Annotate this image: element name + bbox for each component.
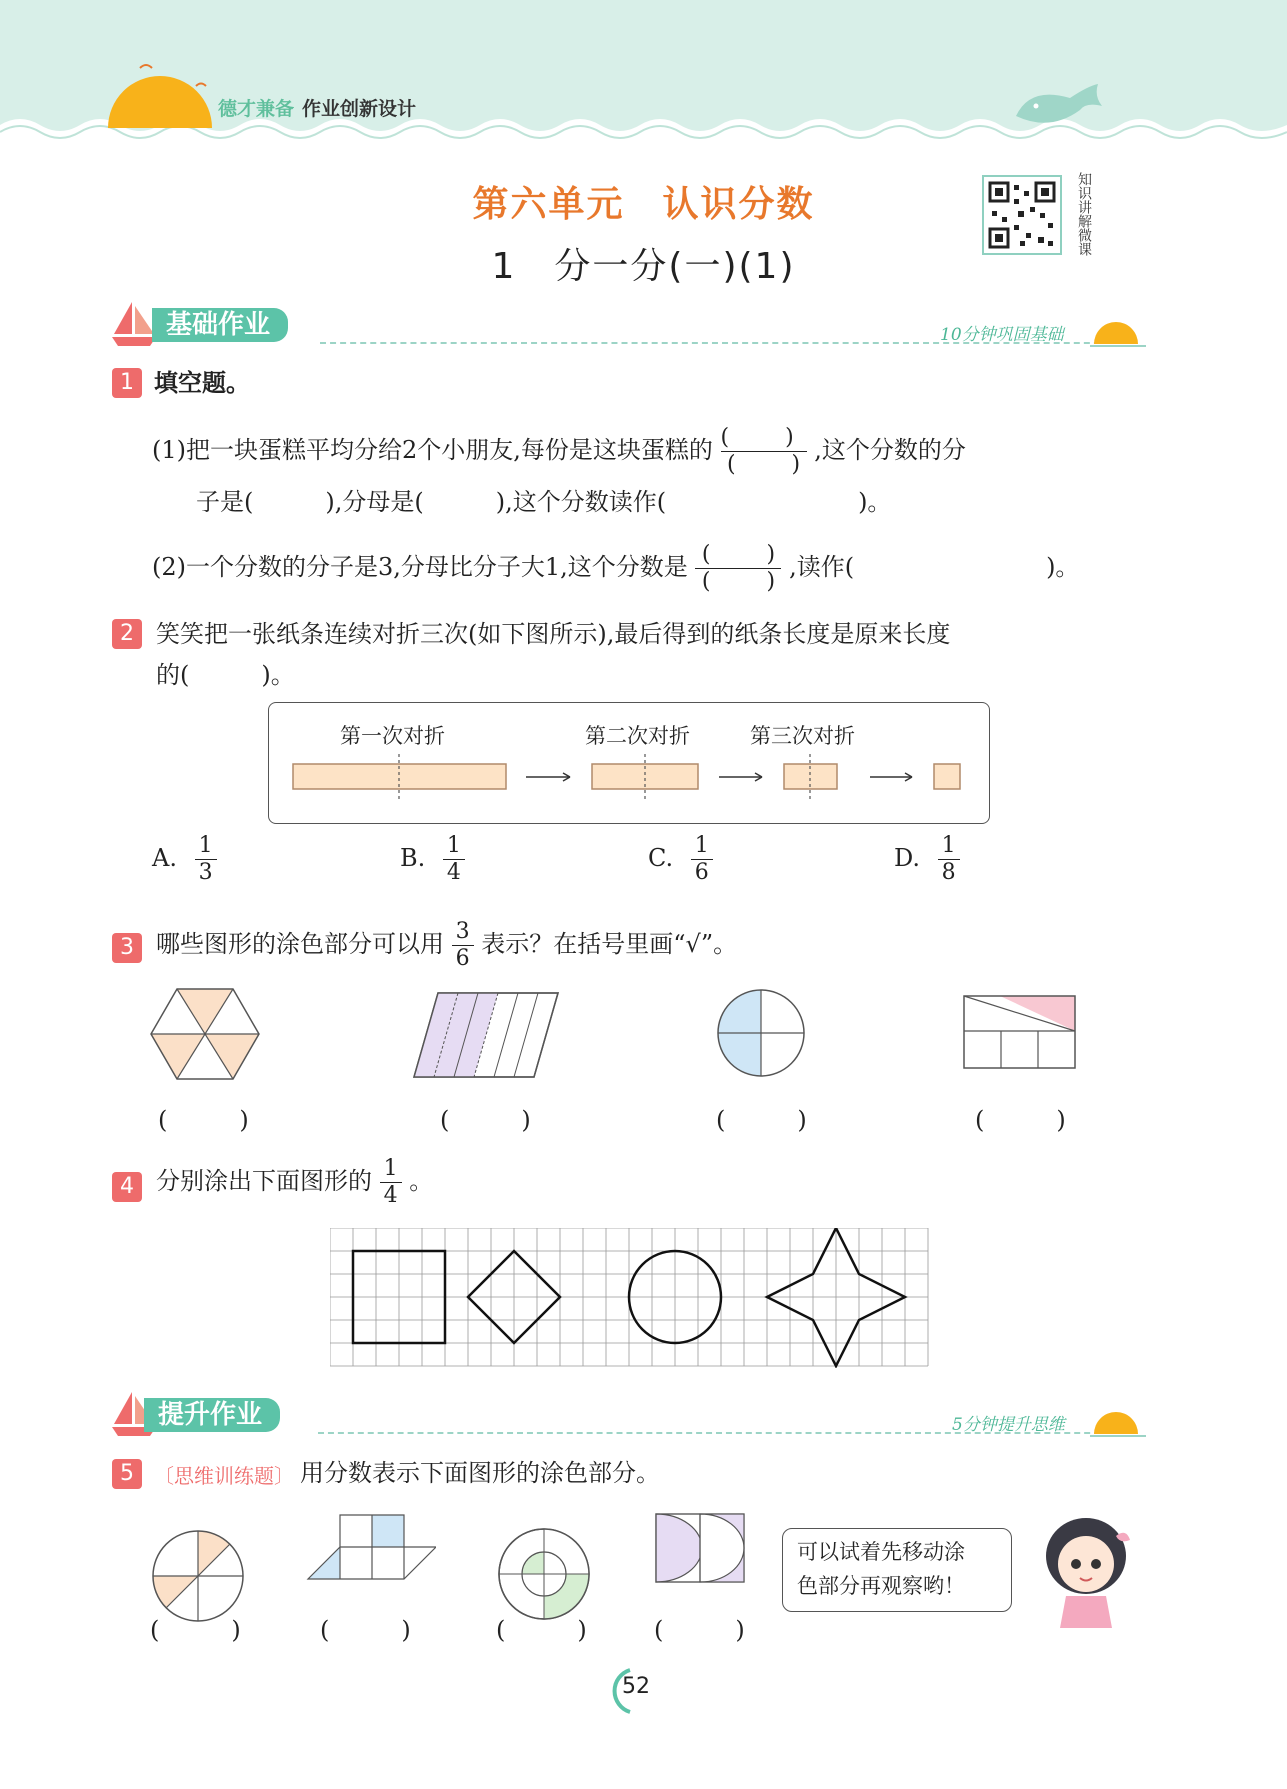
page-number: 52 — [622, 1674, 650, 1699]
question-1-title: 填空题。 — [154, 369, 250, 397]
circle-shape — [716, 988, 806, 1078]
denominator: 6 — [455, 946, 470, 971]
numerator: 1 — [198, 833, 213, 858]
fold-label-1: 第一次对折 — [340, 724, 445, 748]
paren-close: ) — [766, 569, 776, 594]
q1-part1-text-a: (1)把一块蛋糕平均分给2个小朋友,每份是这块蛋糕的 — [152, 436, 713, 464]
rectangle-grid-shape — [962, 993, 1078, 1071]
choice-a[interactable] — [152, 834, 217, 885]
frac-blank-bottom — [721, 453, 807, 477]
denominator: 3 — [198, 860, 213, 885]
choice-b-letter: B. — [400, 844, 426, 872]
section-advanced-label: 提升作业 — [144, 1398, 280, 1432]
hexagon-shape — [150, 985, 260, 1081]
paren-close: ) — [791, 452, 801, 477]
question-2-number: 2 — [112, 619, 142, 649]
fold-label-3: 第三次对折 — [750, 724, 855, 748]
choice-b-fraction — [443, 834, 465, 885]
q5-ring — [496, 1526, 592, 1622]
choice-c-letter: C. — [648, 844, 674, 872]
paren-close: ) — [785, 425, 794, 450]
q5-answer-3[interactable]: ( ) — [496, 1616, 587, 1644]
q1-part1-line2[interactable]: 子是( ),分母是( ),这个分数读作( )。 — [196, 488, 892, 516]
section-advanced-tag: 5分钟提升思维 — [952, 1415, 1065, 1435]
question-4-number: 4 — [112, 1172, 142, 1202]
brand-secondary: 作业创新设计 — [302, 98, 417, 120]
choice-d-letter: D. — [894, 844, 921, 872]
denominator: 8 — [941, 860, 956, 885]
q1-part1-text-b: ,这个分数的分 — [814, 436, 966, 464]
brand-primary: 德才兼备 — [218, 98, 295, 120]
q1-part2-text-a: (2)一个分数的分子是3,分母比分子大1,这个分数是 — [152, 553, 688, 581]
small-sun-icon — [1090, 316, 1146, 352]
q4-text-b: 。 — [409, 1167, 434, 1195]
choice-b[interactable] — [400, 834, 465, 885]
paren-open: ( — [701, 569, 711, 594]
frac-blank-top — [721, 426, 807, 450]
girl-mascot-icon — [1030, 1510, 1140, 1630]
section-basic-tag: 10分钟巩固基础 — [940, 325, 1064, 345]
frac-blank-bottom — [695, 570, 781, 594]
numerator: 1 — [446, 833, 461, 858]
paren-open: ( — [726, 452, 736, 477]
q3-answer-2[interactable]: ( ) — [440, 1106, 531, 1134]
q3-text-a: 哪些图形的涂色部分可以用 — [156, 930, 444, 958]
q5-answer-4[interactable]: ( ) — [654, 1616, 745, 1644]
qr-code[interactable] — [982, 175, 1062, 255]
paren-open: ( — [701, 542, 711, 567]
unit-title: 第六单元 认识分数 — [472, 184, 815, 225]
choice-d[interactable] — [894, 834, 960, 885]
hint-bubble — [782, 1528, 1012, 1612]
hint-line-2: 色部分再观察哟！ — [797, 1574, 965, 1598]
q1-part2-line — [152, 543, 1079, 594]
question-3-number: 3 — [112, 933, 142, 963]
sun-icon — [100, 58, 220, 130]
q3-answer-3[interactable]: ( ) — [716, 1106, 807, 1134]
paren-close: ) — [766, 542, 776, 567]
qr-pattern-icon — [984, 177, 1060, 253]
question-1-number: 1 — [112, 368, 142, 398]
q1-part1-fraction-blank[interactable] — [721, 426, 807, 477]
question-5-tag: 〔思维训练题〕 — [154, 1464, 294, 1488]
denominator: 4 — [383, 1183, 398, 1208]
q1-part2-text-b: ,读作( )。 — [789, 553, 1080, 581]
fold-label-2: 第二次对折 — [585, 724, 690, 748]
choice-a-fraction — [195, 834, 217, 885]
q5-answer-2[interactable]: ( ) — [320, 1616, 411, 1644]
question-5-number: 5 — [112, 1459, 142, 1489]
q5-answer-1[interactable]: ( ) — [150, 1616, 241, 1644]
hint-line-1: 可以试着先移动涂 — [797, 1540, 965, 1564]
numerator: 1 — [383, 1156, 398, 1181]
denominator: 4 — [446, 860, 461, 885]
small-sun-icon — [1090, 1406, 1146, 1442]
question-2-text-b[interactable]: 的( )。 — [156, 661, 295, 689]
choice-a-letter: A. — [152, 844, 177, 872]
brand — [218, 94, 416, 121]
numerator: 1 — [941, 833, 956, 858]
q5-parallelogram-grid — [306, 1512, 436, 1582]
choice-c[interactable] — [648, 834, 713, 885]
q1-part2-fraction-blank[interactable] — [695, 543, 781, 594]
frac-blank-top — [695, 543, 781, 567]
q5-semicircles — [654, 1512, 746, 1584]
q4-text-a: 分别涂出下面图形的 — [156, 1167, 372, 1195]
question-5-text: 用分数表示下面图形的涂色部分。 — [300, 1459, 660, 1487]
paren-open: ( — [720, 425, 730, 450]
question-4-text — [156, 1157, 433, 1208]
denominator: 6 — [694, 860, 709, 885]
choice-c-fraction — [691, 834, 713, 885]
q3-text-b: 表示？在括号里画“√”。 — [481, 930, 738, 958]
q4-grid-drawing[interactable] — [330, 1228, 930, 1368]
qr-label: 知识讲解微课 — [1076, 172, 1092, 256]
q1-part1-line1 — [152, 426, 966, 477]
q4-fraction — [380, 1157, 402, 1208]
fold-strips — [268, 702, 988, 822]
choice-d-fraction — [938, 834, 960, 885]
paper-strip-eighth — [934, 764, 960, 789]
question-3-text — [156, 920, 737, 971]
q3-fraction — [452, 920, 474, 971]
numerator: 1 — [694, 833, 709, 858]
lesson-title: 1 分一分(一)(1) — [491, 246, 796, 287]
q3-answer-4[interactable]: ( ) — [975, 1106, 1066, 1134]
section-basic-label: 基础作业 — [152, 308, 288, 342]
q3-answer-1[interactable]: ( ) — [158, 1106, 249, 1134]
whale-icon — [1010, 76, 1110, 132]
question-2-text-a: 笑笑把一张纸条连续对折三次(如下图所示),最后得到的纸条长度是原来长度 — [156, 620, 951, 648]
numerator: 3 — [455, 919, 470, 944]
parallelogram-shape — [412, 990, 562, 1080]
